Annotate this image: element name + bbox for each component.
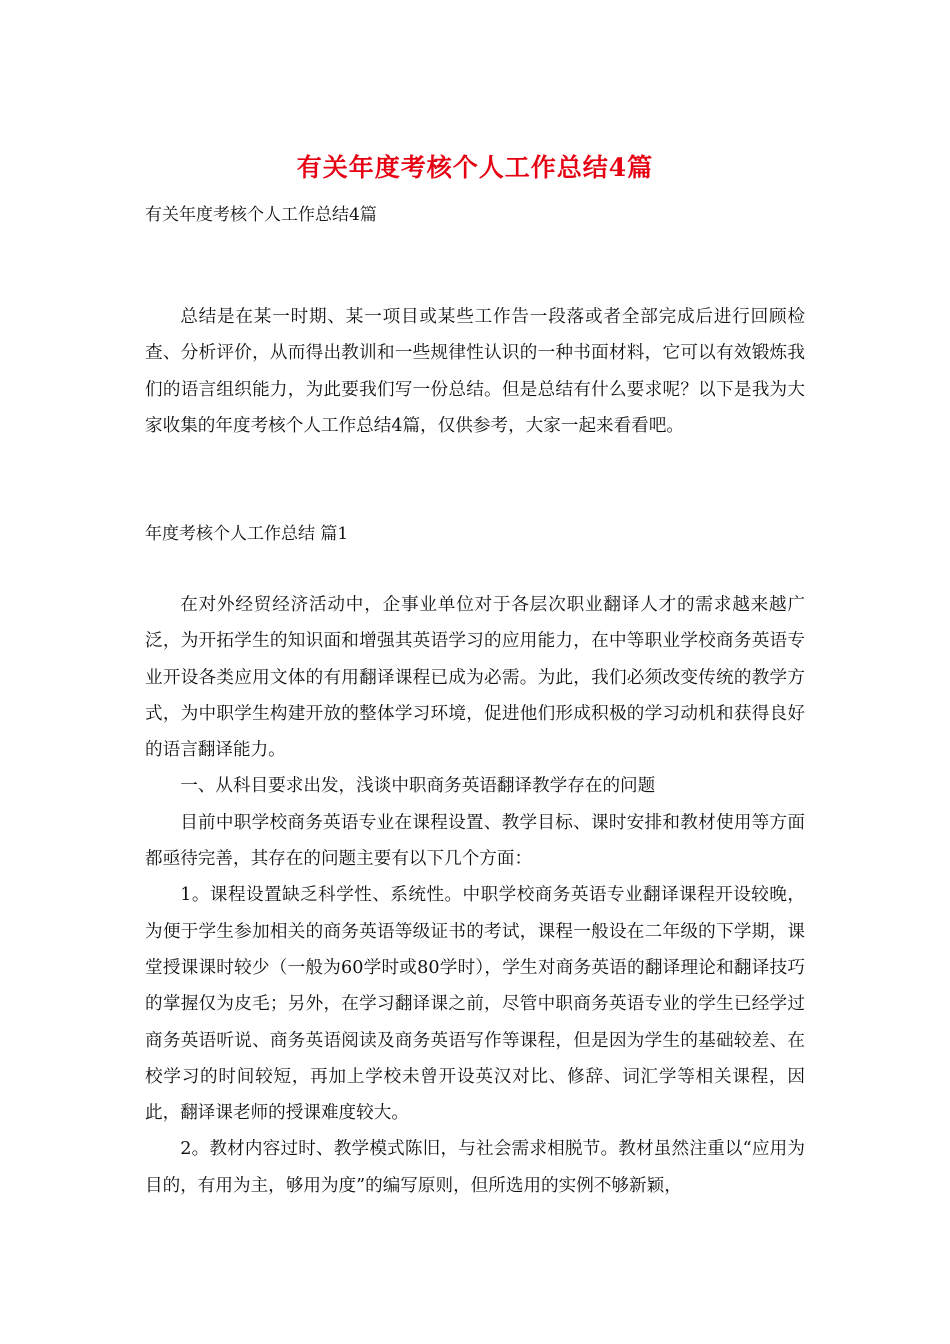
body-paragraph: 在对外经贸经济活动中，企事业单位对于各层次职业翻译人才的需求越来越广泛，为开拓学生的知识面和增强其英语学习的应用能力，在中等职业学校商务英语专业开设各类应用文体的有用翻译课程已成为必需。为此，我们必须改变传统的教学方式，为中职学生构建开放的整体学习环境，促进他们形成积极的学习动机和获得良好的语言翻译能力。 <box>145 595 805 761</box>
intro-paragraph: 总结是在某一时期、某一项目或某些工作告一段落或者全部完成后进行回顾检查、分析评价，从而得出教训和一些规律性认识的一种书面材料，它可以有效锻炼我们的语言组织能力，为此要我们写一份总结。但是总结有什么要求呢？以下是我为大家收集的年度考核个人工作总结4篇，仅供参考，大家一起来看看吧。 <box>145 307 805 436</box>
body-paragraph: 1。课程设置缺乏科学性、系统性。中职学校商务英语专业翻译课程开设较晚，为便于学生参加相关的商务英语等级证书的考试，课程一般设在二年级的下学期，课堂授课课时较少（一般为60学时或80学时），学生对商务英语的翻译理论和翻译技巧的掌握仅为皮毛；另外，在学习翻译课之前，尽管中职商务英语专业的学生已经学过商务英语听说、商务英语阅读及商务英语写作等课程，但是因为学生的基础较差、在校学习的时间较短，再加上学校未曾开设英汉对比、修辞、词汇学等相关课程，因此，翻译课老师的授课难度较大。 <box>145 885 805 1124</box>
section-heading: 年度考核个人工作总结 篇1 <box>145 524 349 544</box>
body-paragraph: 一、从科目要求出发，浅谈中职商务英语翻译教学存在的问题 <box>180 776 656 797</box>
document-subtitle: 有关年度考核个人工作总结4篇 <box>145 205 377 225</box>
body-paragraph: 2。教材内容过时、教学模式陈旧，与社会需求相脱节。教材虽然注重以“应用为目的，有用为主，够用为度”的编写原则，但所选用的实例不够新颖， <box>145 1139 805 1196</box>
intro-block <box>145 299 805 444</box>
main-body <box>145 587 805 1204</box>
body-paragraph: 目前中职学校商务英语专业在课程设置、教学目标、课时安排和教材使用等方面都亟待完善，其存在的问题主要有以下几个方面： <box>145 812 805 870</box>
document-title: 有关年度考核个人工作总结4篇 <box>296 153 654 182</box>
